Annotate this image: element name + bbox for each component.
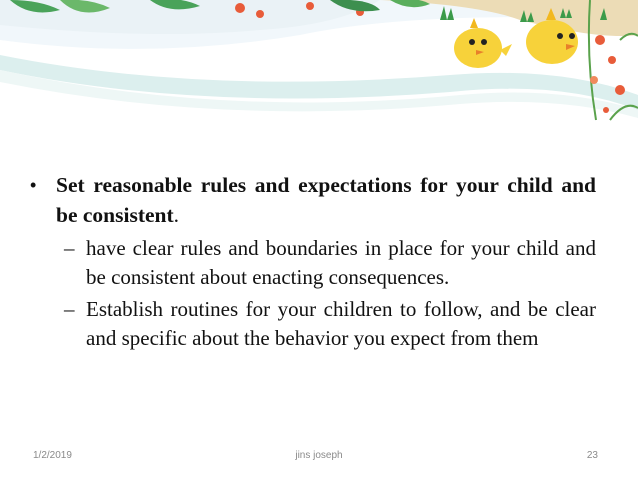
sub-bullet-2-text: Establish routines for your children to follow, and be clear and specific about the behavior you expect from them xyxy=(86,297,596,350)
dash-icon: – xyxy=(64,236,75,260)
footer-page-number: 23 xyxy=(586,450,598,461)
sub-bullet-1 xyxy=(64,234,596,291)
main-bullet xyxy=(30,170,596,230)
sub-bullet-1-text: have clear rules and boundaries in place for your child and be consistent about enacting consequences. xyxy=(86,236,596,289)
main-bullet-text xyxy=(56,170,596,230)
slide-content xyxy=(30,170,596,352)
sub-bullet-2 xyxy=(64,295,596,352)
main-bullet-bold: Set reasonable rules and expectations for your child and be consistent xyxy=(56,173,596,227)
footer-date: 1/2/2019 xyxy=(33,450,72,461)
main-bullet-tail: . xyxy=(173,203,180,227)
bullet-icon: • xyxy=(30,175,37,195)
cartoon-banner xyxy=(0,0,638,150)
footer-author: jins joseph xyxy=(295,450,343,461)
dash-icon: – xyxy=(64,297,75,321)
